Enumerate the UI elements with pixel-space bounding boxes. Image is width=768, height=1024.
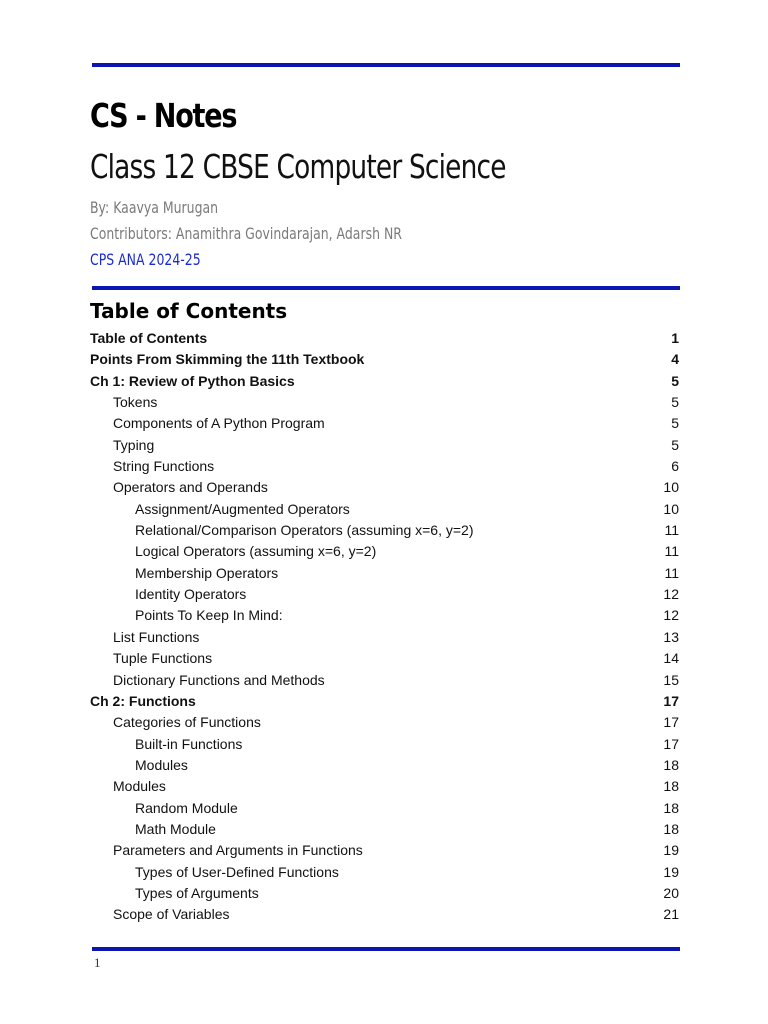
toc-entry-label: Membership Operators xyxy=(135,564,279,581)
toc-entry-page: 10 xyxy=(663,500,679,517)
toc-entry-page: 19 xyxy=(663,863,679,880)
toc-entry[interactable] xyxy=(90,413,679,434)
toc-entry-label: Assignment/Augmented Operators xyxy=(135,500,350,517)
toc-entry-label: Points From Skimming the 11th Textbook xyxy=(90,351,365,368)
toc-entry-page: 17 xyxy=(663,735,679,752)
toc-entry-page: 17 xyxy=(663,692,679,709)
footer-rule xyxy=(92,947,680,951)
toc-entry[interactable] xyxy=(90,862,679,883)
toc-entry[interactable] xyxy=(90,605,679,626)
toc-entry[interactable] xyxy=(90,670,679,691)
toc-entry[interactable] xyxy=(90,755,679,776)
toc-entry[interactable] xyxy=(90,883,679,904)
toc-entry[interactable] xyxy=(90,627,679,648)
toc-entry-label: Identity Operators xyxy=(135,586,247,603)
toc-entry-page: 6 xyxy=(671,458,679,475)
toc-entry-page: 5 xyxy=(671,436,679,453)
toc-entry-page: 10 xyxy=(663,479,679,496)
toc-entry-page: 14 xyxy=(663,650,679,667)
toc-entry-label: Table of Contents xyxy=(90,330,208,346)
toc-entry[interactable] xyxy=(90,349,679,370)
toc-entry[interactable] xyxy=(90,435,679,456)
toc-entry-label: Ch 2: Functions xyxy=(90,692,196,709)
toc-entry-page: 17 xyxy=(663,714,679,731)
toc-entry[interactable] xyxy=(90,392,679,413)
toc-entry[interactable] xyxy=(90,776,679,797)
toc-entry-page: 11 xyxy=(664,564,679,581)
toc-entry-page: 20 xyxy=(663,884,679,901)
toc-entry-label: Scope of Variables xyxy=(113,906,230,923)
toc-entry-label: Components of A Python Program xyxy=(113,415,325,432)
toc-entry-label: Random Module xyxy=(135,799,238,816)
toc-entry-page: 5 xyxy=(671,394,679,411)
toc-entry-page: 18 xyxy=(663,756,679,773)
toc-entry-label: Modules xyxy=(113,778,166,795)
toc-entry-page: 11 xyxy=(664,522,679,539)
toc-entry-label: Tokens xyxy=(113,394,158,411)
toc-entry-page: 12 xyxy=(663,607,679,624)
toc-entry-label: Logical Operators (assuming x=6, y=2) xyxy=(135,543,377,560)
toc-entry-label: Tuple Functions xyxy=(113,650,213,667)
toc-entry[interactable] xyxy=(90,520,679,541)
top-rule xyxy=(92,63,680,67)
table-of-contents xyxy=(90,296,679,926)
toc-entry-label: Types of User-Defined Functions xyxy=(135,863,339,880)
toc-entry-label: Ch 1: Review of Python Basics xyxy=(90,372,295,389)
toc-entry-page: 18 xyxy=(663,778,679,795)
toc-entry-page: 18 xyxy=(663,799,679,816)
toc-entry[interactable] xyxy=(90,904,679,925)
toc-entry-page: 11 xyxy=(664,543,679,560)
toc-entry-label: Dictionary Functions and Methods xyxy=(113,671,325,688)
toc-entry[interactable] xyxy=(90,798,679,819)
toc-entry[interactable] xyxy=(90,584,679,605)
author-line: By: Kaavya Murugan xyxy=(90,198,219,217)
toc-entry-page: 1 xyxy=(671,330,679,346)
toc-entry[interactable] xyxy=(90,541,679,562)
section-rule xyxy=(92,286,680,290)
contributors-line: Contributors: Anamithra Govindarajan, Adarsh NR xyxy=(90,224,402,243)
toc-entry[interactable] xyxy=(90,456,679,477)
toc-entry-label: Categories of Functions xyxy=(113,714,261,731)
toc-entry-label: Relational/Comparison Operators (assuming x=6, y=2) xyxy=(135,522,474,539)
toc-entry-label: Operators and Operands xyxy=(113,479,268,496)
toc-entry-page: 19 xyxy=(663,842,679,859)
toc-entry-label: List Functions xyxy=(113,628,200,645)
document-header xyxy=(90,94,690,273)
toc-entry-page: 21 xyxy=(663,906,679,923)
toc-entry-page: 5 xyxy=(671,372,679,389)
toc-entry-label: Modules xyxy=(135,756,188,773)
toc-entry[interactable] xyxy=(90,691,679,712)
toc-entry-page: 4 xyxy=(671,351,679,368)
toc-heading: Table of Contents xyxy=(90,299,288,323)
toc-entry-label: Parameters and Arguments in Functions xyxy=(113,842,363,859)
toc-entry[interactable] xyxy=(90,328,679,349)
document-subtitle: Class 12 CBSE Computer Science xyxy=(90,147,506,186)
toc-entry-label: Points To Keep In Mind: xyxy=(135,607,283,624)
toc-entry-page: 13 xyxy=(663,628,679,645)
session-link[interactable]: CPS ANA 2024-25 xyxy=(90,250,201,269)
toc-entry-page: 5 xyxy=(671,415,679,432)
toc-entry[interactable] xyxy=(90,734,679,755)
toc-entry-label: Typing xyxy=(113,436,155,453)
toc-entry[interactable] xyxy=(90,712,679,733)
toc-entry[interactable] xyxy=(90,648,679,669)
toc-entry[interactable] xyxy=(90,819,679,840)
toc-entry-label: Built-in Functions xyxy=(135,735,243,752)
page-number: 1 xyxy=(94,955,101,970)
toc-entry[interactable] xyxy=(90,371,679,392)
toc-entry-page: 15 xyxy=(663,671,679,688)
toc-entry-label: Types of Arguments xyxy=(135,884,259,901)
toc-entry-page: 18 xyxy=(663,820,679,837)
toc-entry-page: 12 xyxy=(663,586,679,603)
toc-entry[interactable] xyxy=(90,840,679,861)
toc-entry[interactable] xyxy=(90,563,679,584)
toc-entry[interactable] xyxy=(90,499,679,520)
toc-entry[interactable] xyxy=(90,477,679,498)
toc-entry-label: Math Module xyxy=(135,820,216,837)
toc-list xyxy=(90,328,679,926)
toc-entry-label: String Functions xyxy=(113,458,215,475)
document-title: CS - Notes xyxy=(90,96,237,135)
